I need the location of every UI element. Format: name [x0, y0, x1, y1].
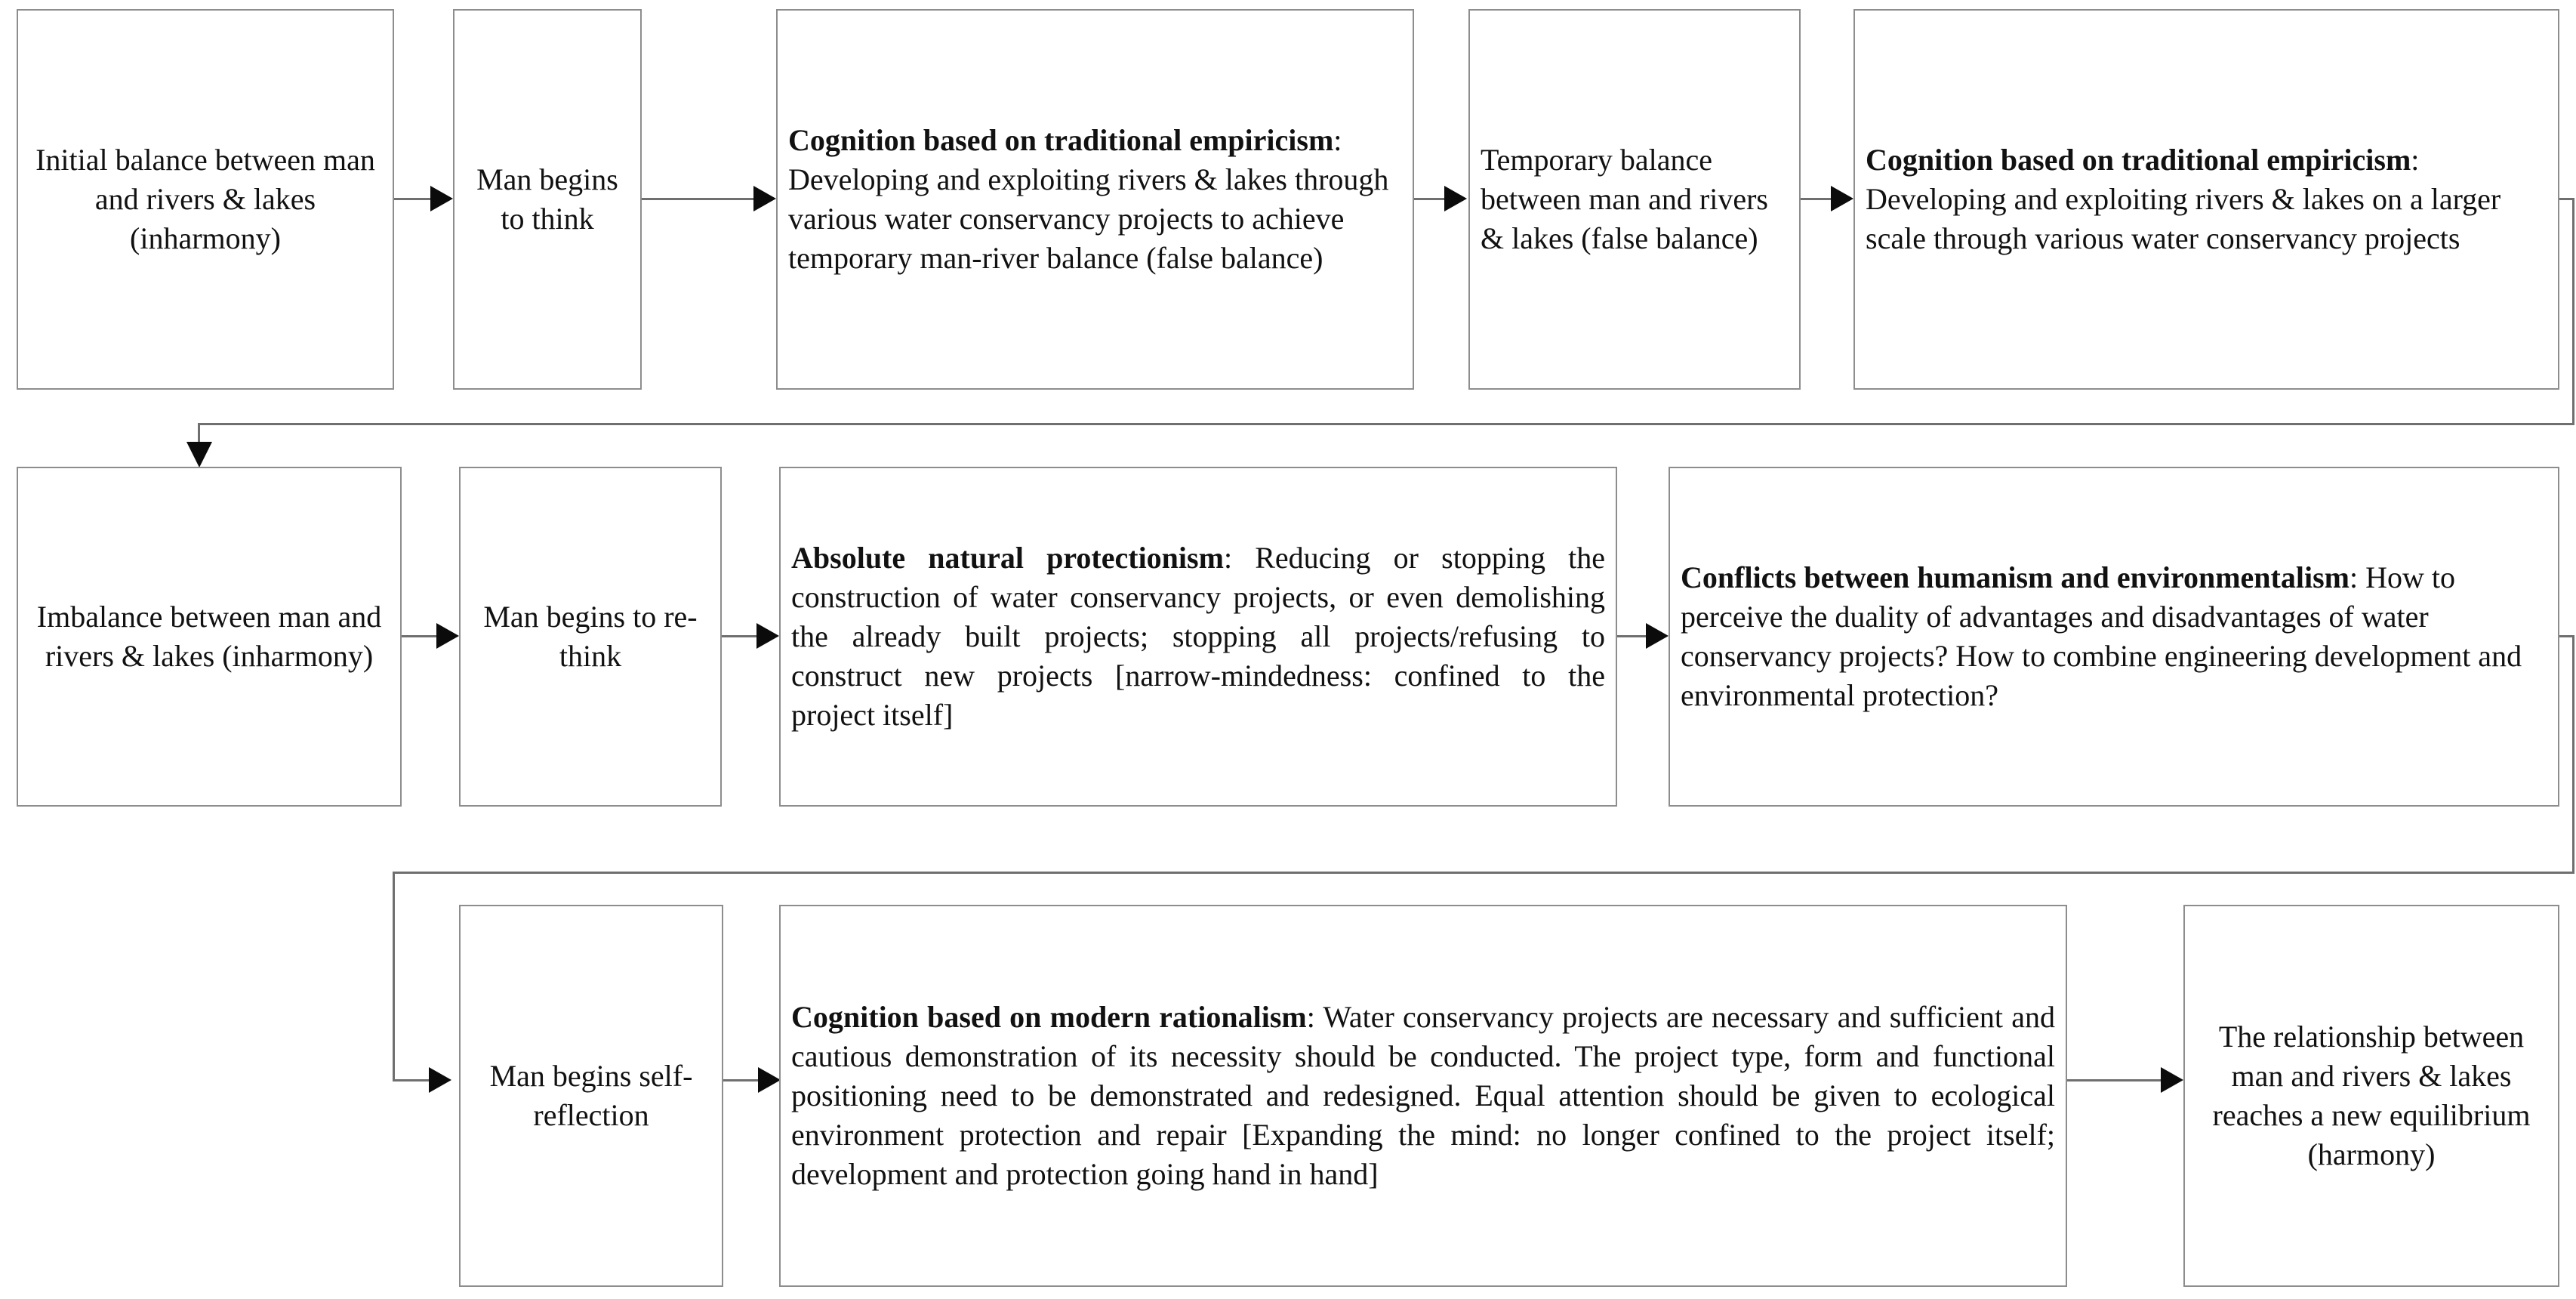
- connector-line-r1-2: [642, 198, 756, 200]
- arrow-head-r1-4: [1831, 186, 1853, 211]
- node-absolute-natural-protectionism[interactable]: [779, 467, 1617, 807]
- connector-wrap-r2r3-bottom: [393, 872, 2574, 874]
- node-temporary-balance[interactable]: [1468, 9, 1801, 390]
- node-traditional-empiricism-1[interactable]: [776, 9, 1414, 390]
- connector-line-r1-3: [1414, 198, 1447, 200]
- node-man-begins-self-reflection[interactable]: [459, 905, 723, 1287]
- arrow-head-r1-3: [1444, 186, 1467, 211]
- node-text: The relationship between man and rivers & lakes reaches a new equilibrium (harmony): [2212, 1020, 2531, 1171]
- node-text: Imbalance between man and rivers & lakes (inharmony): [36, 600, 382, 673]
- connector-wrap-r2r3-entry: [393, 1079, 432, 1081]
- node-lead: Absolute natural protectionism: [791, 541, 1224, 575]
- connector-line-r3-1: [723, 1079, 760, 1081]
- connector-line-r2-1: [402, 635, 438, 637]
- node-text: Man begins to re-think: [483, 600, 698, 673]
- node-imbalance[interactable]: [17, 467, 402, 807]
- connector-wrap-r1r2-bottom: [198, 423, 2574, 425]
- node-lead: Cognition based on traditional empiricism: [1866, 143, 2411, 177]
- arrow-head-r2r3-right: [429, 1067, 451, 1093]
- node-man-begins-to-rethink[interactable]: [459, 467, 722, 807]
- node-text: Cognition based on modern rationalism: Water conservancy projects are necessary and sufficient and cautious demonstration of its necessity should be conducted. The project type, form and functional positioning need to be demonstrated and redesigned. Equal attention should be given to ecological environment protection and repair [Expanding the mind: no longer confined to the project itself; development and protection going hand in hand]: [791, 1000, 2055, 1191]
- node-text: Temporary balance between man and rivers & lakes (false balance): [1481, 143, 1768, 255]
- connector-line-r1-1: [394, 198, 433, 200]
- arrow-head-r2-2: [756, 623, 779, 649]
- connector-wrap-r2r3-left: [393, 872, 395, 1081]
- arrow-head-r2-1: [436, 623, 459, 649]
- connector-line-r2-3: [1617, 635, 1647, 637]
- arrow-head-r1-1: [430, 186, 453, 211]
- arrow-head-r3-1: [758, 1067, 781, 1093]
- connector-wrap-r2r3-right: [2572, 635, 2574, 874]
- arrow-head-r1-2: [753, 186, 776, 211]
- node-modern-rationalism[interactable]: [779, 905, 2067, 1287]
- node-lead: Conflicts between humanism and environmentalism: [1681, 560, 2350, 594]
- node-text: Man begins to think: [476, 162, 618, 236]
- node-conflicts-humanism-environmentalism[interactable]: [1669, 467, 2559, 807]
- node-text: Initial balance between man and rivers & lakes (inharmony): [35, 143, 375, 255]
- node-text: Absolute natural protectionism: Reducing or stopping the construction of water conservancy projects, or even demolishing the already built projects; stopping all projects/refusing to construct new projects [narrow-mindedness: confined to the project itself]: [791, 541, 1605, 732]
- node-text: Cognition based on traditional empiricism: Developing and exploiting rivers & lakes through various water conservancy projects to achieve temporary man-river balance (false balance): [788, 123, 1389, 275]
- node-text: Conflicts between humanism and environmentalism: How to perceive the duality of advantages and disadvantages of water conservancy projects? How to combine engineering development and environmental protection?: [1681, 560, 2522, 712]
- arrow-head-r3-2: [2161, 1067, 2183, 1093]
- arrow-head-r2-3: [1646, 623, 1669, 649]
- connector-line-r3-2: [2067, 1079, 2162, 1081]
- node-lead: Cognition based on modern rationalism: [791, 1000, 1307, 1034]
- connector-wrap-r1r2-right: [2572, 198, 2574, 424]
- node-text: Cognition based on traditional empiricism: Developing and exploiting rivers & lakes on a larger scale through various water conservancy projects: [1866, 143, 2501, 255]
- node-traditional-empiricism-2[interactable]: [1853, 9, 2559, 390]
- node-man-begins-to-think[interactable]: [453, 9, 642, 390]
- connector-line-r2-2: [722, 635, 758, 637]
- node-lead: Cognition based on traditional empiricism: [788, 123, 1334, 157]
- arrow-head-r1r2-down: [186, 442, 212, 467]
- node-initial-balance[interactable]: [17, 9, 394, 390]
- node-new-equilibrium[interactable]: [2183, 905, 2559, 1287]
- node-text: Man begins self-reflection: [489, 1059, 693, 1132]
- connector-line-r1-4: [1801, 198, 1832, 200]
